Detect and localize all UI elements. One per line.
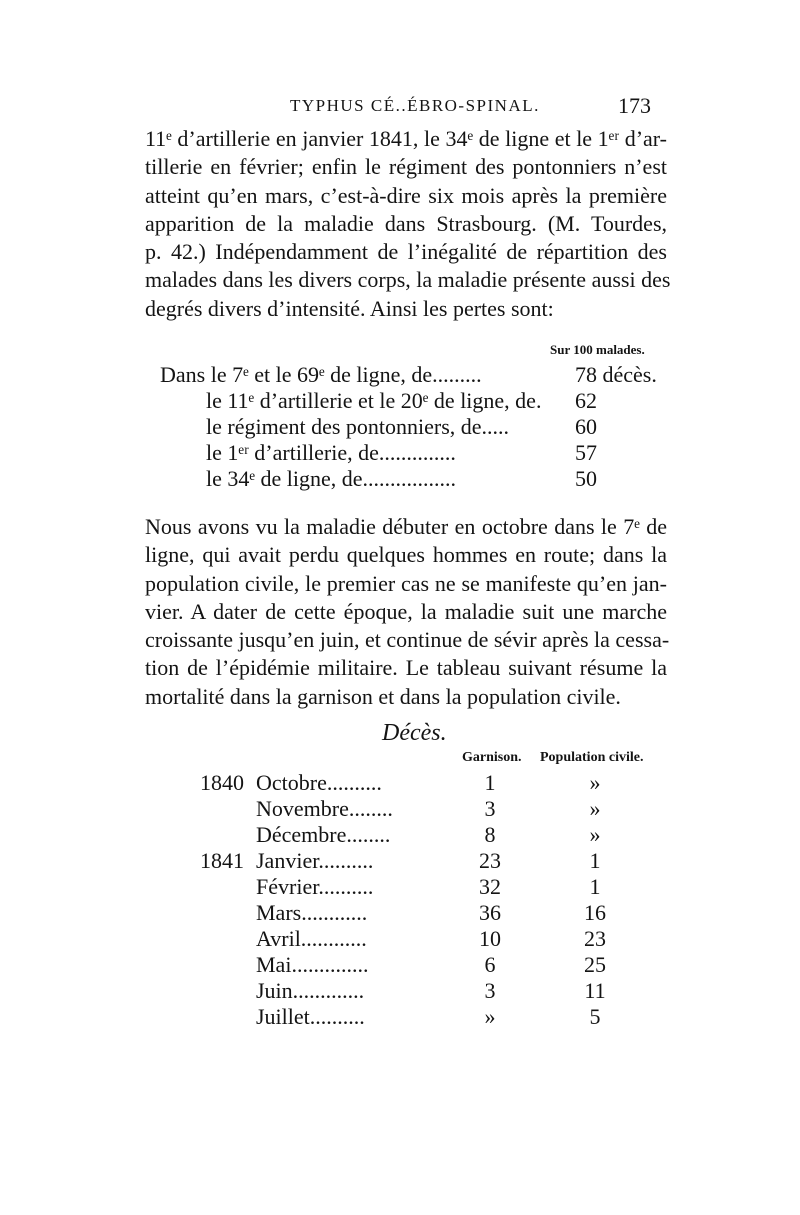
- garnison-cell: 10: [479, 926, 501, 951]
- losses-value: 78 décès.: [575, 362, 657, 387]
- losses-label: le 11ᵉ d’artillerie et le 20ᵉ de ligne, de.: [206, 388, 542, 413]
- running-title: TYPHUS CÉ..ÉBRO-SPINAL.: [290, 96, 540, 115]
- month-cell: Juin.............: [256, 978, 365, 1003]
- losses-label: le 34ᵉ de ligne, de.................: [206, 466, 457, 491]
- page-number: 173: [618, 93, 651, 118]
- text-line: vier. A dater de cette époque, la maladie suit une marche: [145, 598, 667, 624]
- text-line: tion de l’épidémie militaire. Le tableau suivant résume la: [145, 655, 667, 681]
- month-cell: Octobre..........: [256, 770, 382, 795]
- column-header-garnison: Garnison.: [462, 750, 522, 765]
- table-row: [200, 770, 660, 798]
- table-row: [200, 1004, 660, 1032]
- month-cell: Décembre........: [256, 822, 391, 847]
- text-line: degrés divers d’intensité. Ainsi les pertes sont:: [145, 295, 554, 321]
- losses-label: le régiment des pontonniers, de.....: [206, 414, 510, 439]
- table-row: [200, 848, 660, 876]
- table-row: [200, 822, 660, 850]
- civile-cell: »: [589, 822, 601, 847]
- civile-cell: 1: [589, 874, 601, 899]
- losses-label: le 1ᵉʳ d’artillerie, de..............: [206, 440, 456, 465]
- month-cell: Juillet..........: [256, 1004, 365, 1029]
- table-row: [200, 926, 660, 954]
- losses-caption: Sur 100 malades.: [550, 342, 645, 357]
- civile-cell: 5: [589, 1004, 601, 1029]
- text-line: ligne, qui avait perdu quelques hommes en route; dans la: [145, 542, 667, 568]
- month-cell: Mai..............: [256, 952, 369, 977]
- text-line: atteint qu’en mars, c’est-à-dire six mois après la première: [145, 182, 667, 208]
- losses-value: 57: [575, 440, 597, 465]
- civile-cell: »: [589, 796, 601, 821]
- table-row: [200, 874, 660, 902]
- table-row: [200, 900, 660, 928]
- text-line: apparition de la maladie dans Strasbourg. (M. Tourdes,: [145, 210, 667, 236]
- text-line: tillerie en février; enfin le régiment des pontonniers n’est: [145, 154, 667, 180]
- month-cell: Mars............: [256, 900, 368, 925]
- text-line: Nous avons vu la maladie débuter en octobre dans le 7ᵉ de: [145, 514, 667, 539]
- garnison-cell: »: [484, 1004, 496, 1029]
- losses-row: [206, 466, 655, 494]
- losses-value: 62: [575, 388, 597, 413]
- losses-row: [160, 362, 655, 390]
- text-line: p. 42.) Indépendamment de l’inégalité de répartition des: [145, 239, 667, 265]
- month-cell: Février..........: [256, 874, 374, 899]
- civile-cell: 23: [584, 926, 606, 951]
- losses-value: 60: [575, 414, 597, 439]
- text-line: croissante jusqu’en juin, et continue de sévir après la cessa-: [145, 627, 670, 653]
- month-cell: Novembre........: [256, 796, 393, 821]
- civile-cell: 11: [584, 978, 606, 1003]
- year-cell: 1840: [200, 770, 244, 795]
- paragraph-intro: [145, 125, 671, 323]
- garnison-cell: 6: [484, 952, 496, 977]
- text-line: 11ᵉ d’artillerie en janvier 1841, le 34ᵉ de ligne et le 1ᵉʳ d’ar-: [145, 126, 667, 151]
- civile-cell: 25: [584, 952, 606, 977]
- losses-label: Dans le 7ᵉ et le 69ᵉ de ligne, de.........: [160, 362, 482, 387]
- month-cell: Avril............: [256, 926, 367, 951]
- month-cell: Janvier..........: [256, 848, 374, 873]
- garnison-cell: 3: [484, 796, 496, 821]
- garnison-cell: 1: [484, 770, 496, 795]
- table-row: [200, 978, 660, 1006]
- losses-value: 50: [575, 466, 597, 491]
- civile-cell: 16: [584, 900, 606, 925]
- table-title: Décès.: [382, 720, 447, 746]
- garnison-cell: 3: [484, 978, 496, 1003]
- garnison-cell: 36: [479, 900, 501, 925]
- column-header-population-civile: Population civile.: [540, 750, 644, 765]
- garnison-cell: 8: [484, 822, 496, 847]
- losses-row: [206, 440, 655, 468]
- civile-cell: »: [589, 770, 601, 795]
- garnison-cell: 23: [479, 848, 501, 873]
- losses-row: [206, 388, 655, 416]
- table-row: [200, 796, 660, 824]
- paragraph-chronology: [145, 513, 670, 711]
- civile-cell: 1: [589, 848, 601, 873]
- text-line: mortalité dans la garnison et dans la population civile.: [145, 683, 621, 709]
- garnison-cell: 32: [479, 874, 501, 899]
- text-line: malades dans les divers corps, la maladie présente aussi des: [145, 267, 671, 293]
- losses-row: [206, 414, 655, 442]
- text-line: population civile, le premier cas ne se manifeste qu’en jan-: [145, 570, 667, 596]
- year-cell: 1841: [200, 848, 244, 873]
- table-row: [200, 952, 660, 980]
